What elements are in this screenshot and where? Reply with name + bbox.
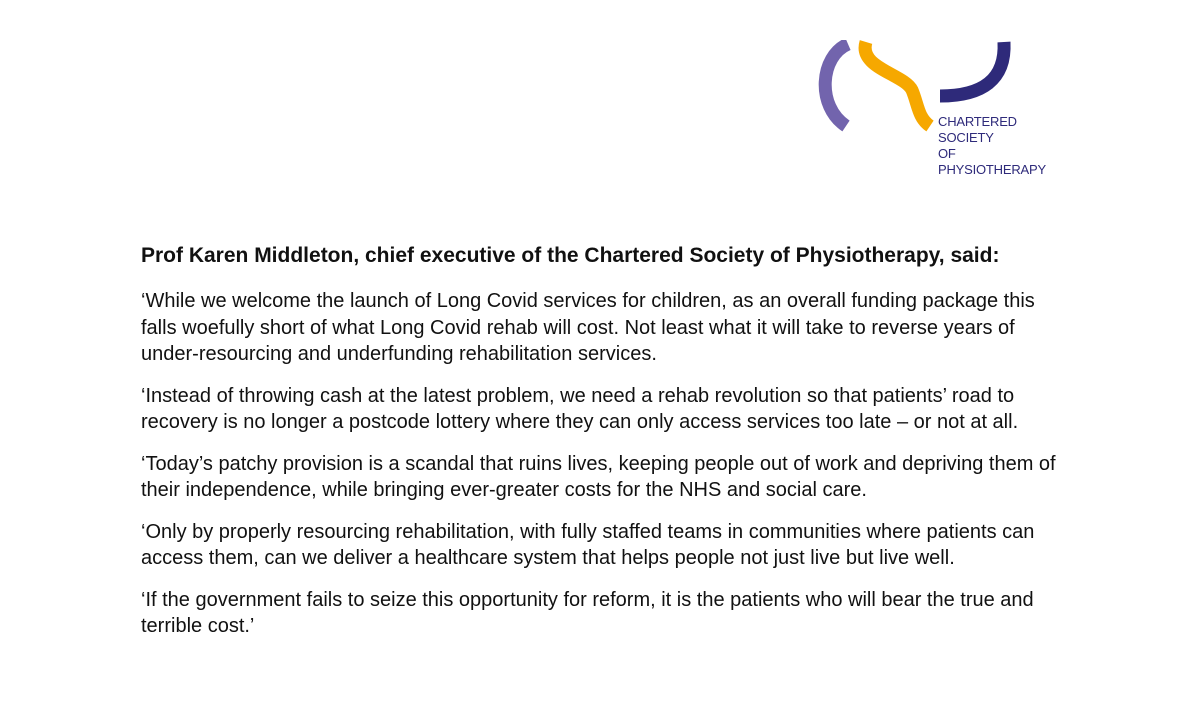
logo-left-arc [825, 44, 848, 126]
csp-logo [812, 40, 1062, 185]
statement-paragraph-1: ‘While we welcome the launch of Long Covid services for children, as an overall funding package this falls woefully short of what Long Covid rehab will cost. Not least what it will take to reverse years of under-resourcing and underfunding rehabilitation services. [141, 290, 1035, 365]
statement-paragraph-4: ‘Only by properly resourcing rehabilitation, with fully staffed teams in communities where patients can access them, can we deliver a healthcare system that helps people not just live but live well. [141, 520, 1035, 569]
logo-line-2: SOCIETY [938, 130, 994, 145]
logo-right-hook [940, 42, 1004, 96]
logo-line-3: OF [938, 146, 956, 161]
statement-paragraph-5: ‘If the government fails to seize this opportunity for reform, it is the patients who will bear the true and terrible cost.’ [141, 588, 1034, 637]
statement-body [141, 242, 1061, 655]
statement-paragraph-2: ‘Instead of throwing cash at the latest problem, we need a rehab revolution so that patients’ road to recovery is no longer a postcode lottery where they can only access services too late – or not at all. [141, 384, 1019, 433]
logo-wordmark [938, 114, 1046, 178]
statement-heading: Prof Karen Middleton, chief executive of the Chartered Society of Physiotherapy, said: [141, 244, 1000, 267]
statement-paragraph-3: ‘Today’s patchy provision is a scandal that ruins lives, keeping people out of work and depriving them of their independence, while bringing ever-greater costs for the NHS and social care. [141, 452, 1056, 501]
logo-line-4: PHYSIOTHERAPY [938, 162, 1046, 177]
logo-line-1: CHARTERED [938, 114, 1017, 129]
logo-middle-s [865, 42, 930, 126]
